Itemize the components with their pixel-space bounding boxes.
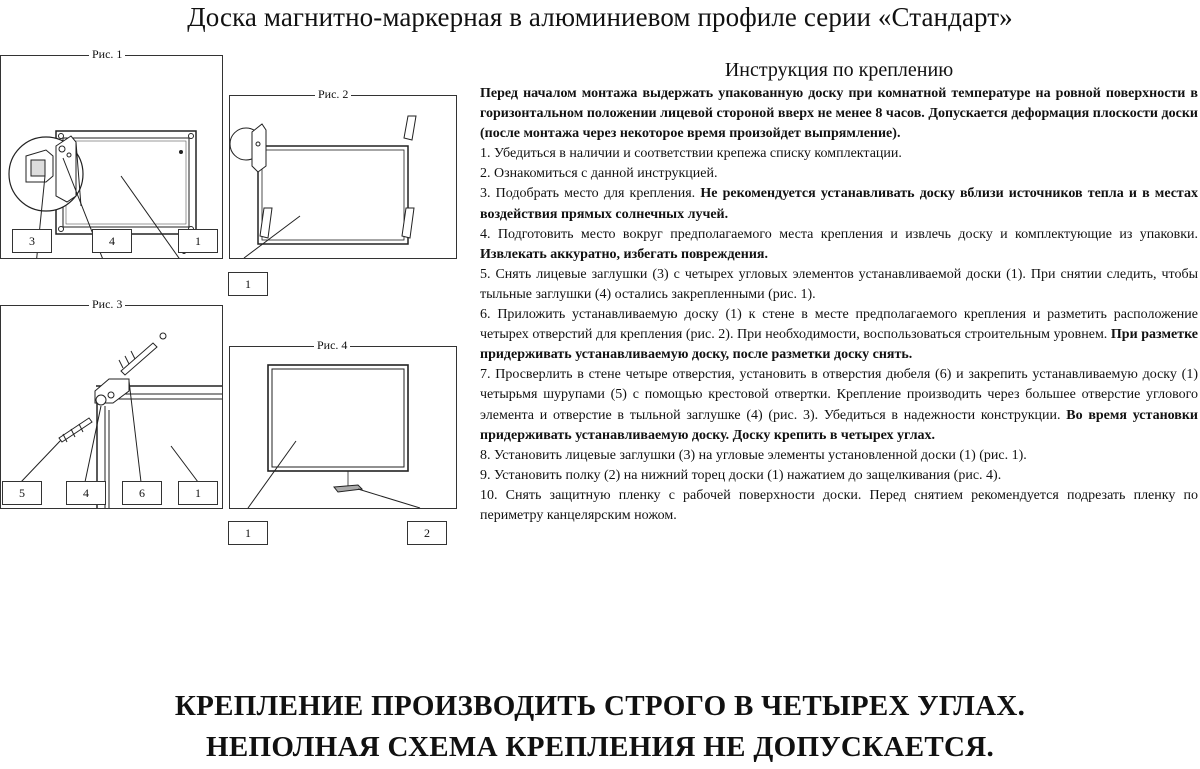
figure-4-label-1: 1 — [228, 521, 268, 545]
document-title: Доска магнитно-маркерная в алюминиевом профиле серии «Стандарт» — [187, 2, 1013, 32]
figure-2-label-1: 1 — [228, 272, 268, 296]
figure-3-label-4: 4 — [66, 481, 106, 505]
instructions-body — [480, 84, 1198, 526]
figure-4 — [229, 338, 457, 509]
figure-4-label-2: 2 — [407, 521, 447, 545]
figure-1-label-4: 4 — [92, 229, 132, 253]
footer-warning-line-1: КРЕПЛЕНИЕ ПРОИЗВОДИТЬ СТРОГО В ЧЕТЫРЕХ УГЛАХ. — [174, 690, 1026, 722]
figure-1-label-1: 1 — [178, 229, 218, 253]
figure-3-label-6: 6 — [122, 481, 162, 505]
instruction-step-4: 4. Подготовить место вокруг предполагаемого места крепления и извлечь доску и комплектующие из упаковки. Извлекать аккуратно, избегать повреждения. — [480, 226, 1198, 262]
figure-3-label-1: 1 — [178, 481, 218, 505]
figure-4-drawing — [230, 347, 456, 508]
instruction-step-6: 6. Приложить устанавливаемую доску (1) к стене в месте предполагаемого крепления и разметить расположение четырех отверстий для крепления (рис. 2). При необходимости, воспользоваться строительным уровнем. При разметке придерживать устанавливаемую доску, после разметки доску снять. — [480, 307, 1199, 363]
figure-3-label-5: 5 — [2, 481, 42, 505]
figure-2 — [229, 87, 457, 259]
instruction-step-8: 8. Установить лицевые заглушки (3) на угловые элементы установленной доски (1) (рис. 1). — [480, 447, 1027, 463]
figure-3-drawing — [1, 306, 222, 508]
instruction-step-2: 2. Ознакомиться с данной инструкцией. — [480, 166, 718, 182]
instruction-step-3: 3. Подобрать место для крепления. Не рекомендуется устанавливать доску вблизи источников тепла и в местах воздействия прямых солнечных лучей. — [480, 186, 1198, 222]
instructions-heading: Инструкция по креплению — [724, 59, 954, 81]
instruction-step-10: 10. Снять защитную пленку с рабочей поверхности доски. Перед снятием рекомендуется подрезать пленку по периметру канцелярским ножом. — [480, 487, 1198, 523]
figure-1-caption: Рис. 1 — [89, 47, 125, 62]
instructions-intro: Перед началом монтажа выдержать упакованную доску при комнатной температуре на ровной поверхности в горизонтальном положении лицевой стороной вверх не менее 8 часов. Допускается деформация плоскости доски (после монтажа через некоторое время произойдет выпрямление). — [480, 86, 1198, 142]
instruction-step-7: 7. Просверлить в стене четыре отверстия, установить в отверстия дюбеля (6) и закрепить устанавливаемую доску (1) четырьмя шурупами (5) с помощью крестовой отвертки. Крепление производить через большее отверстие углового элемента и отверстие в тыльной заглушке (4) (рис. 3). Убедиться в надежности конструкции. Во время установки придерживать устанавливаемую доску. Доску крепить в четырех углах. — [480, 367, 1198, 443]
figure-1-drawing — [1, 56, 222, 258]
figure-1-label-3: 3 — [12, 229, 52, 253]
instruction-step-9: 9. Установить полку (2) на нижний торец доски (1) нажатием до защелкивания (рис. 4). — [480, 467, 1002, 483]
figure-4-caption: Рис. 4 — [314, 338, 350, 353]
footer-warning-line-2: НЕПОЛНАЯ СХЕМА КРЕПЛЕНИЯ НЕ ДОПУСКАЕТСЯ. — [205, 731, 995, 763]
figure-2-caption: Рис. 2 — [315, 87, 351, 102]
figure-3-caption: Рис. 3 — [89, 297, 125, 312]
instruction-step-1: 1. Убедиться в наличии и соответствии крепежа списку комплектации. — [480, 146, 902, 162]
figure-3 — [0, 297, 223, 509]
figure-2-drawing — [230, 96, 456, 258]
instruction-step-5: 5. Снять лицевые заглушки (3) с четырех угловых элементов устанавливаемой доски (1). При снятии следить, чтобы тыльные заглушки (4) остались закрепленными (рис. 1). — [480, 266, 1198, 302]
